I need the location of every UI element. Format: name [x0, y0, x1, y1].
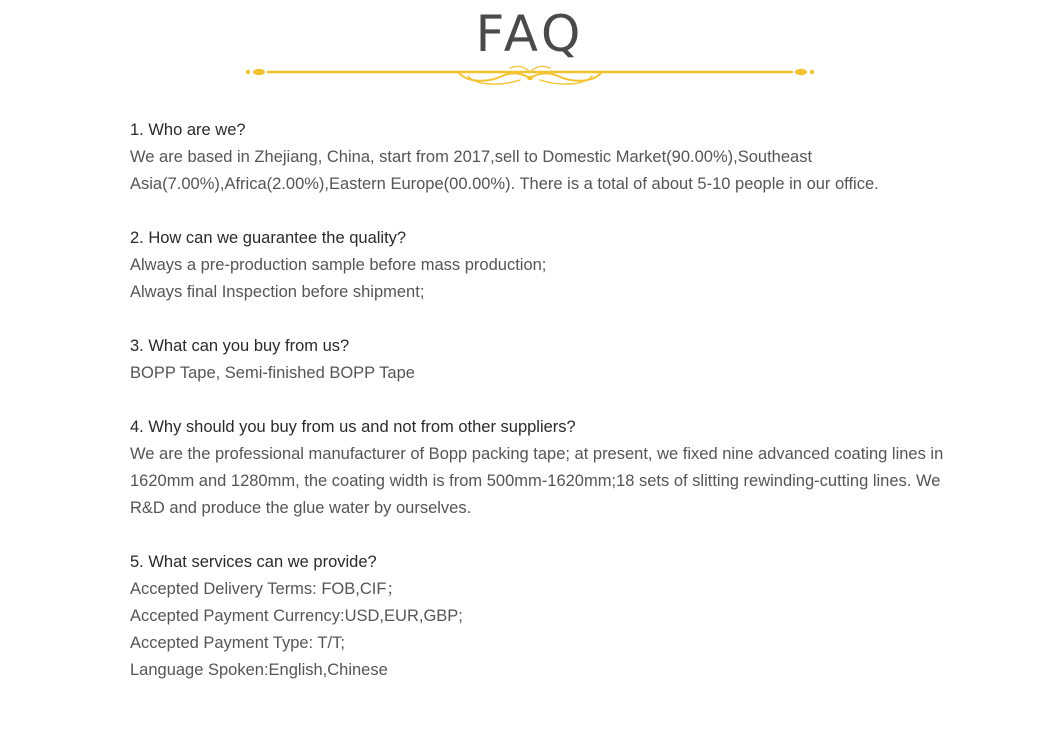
faq-answer-2-line-2: Always final Inspection before shipment;	[130, 283, 425, 301]
faq-question-5: 5. What services can we provide?	[130, 553, 377, 571]
gold-ornament-divider	[240, 62, 820, 90]
faq-answer-2-line-1: Always a pre-production sample before mass production;	[130, 256, 547, 274]
faq-question-4: 4. Why should you buy from us and not from other suppliers?	[130, 418, 576, 436]
faq-answer-1: We are based in Zhejiang, China, start from 2017,sell to Domestic Market(90.00%),Southeast Asia(7.00%),Africa(2.00%),Eastern Europe(00.00%). There is a total of about 5-10 people in our office.	[130, 148, 879, 193]
faq-question-2: 2. How can we guarantee the quality?	[130, 229, 407, 247]
faq-item-3	[130, 333, 950, 387]
faq-item-1	[130, 117, 950, 198]
faq-answer-5-line-1: Accepted Delivery Terms: FOB,CIF；	[130, 580, 403, 598]
faq-question-1: 1. Who are we?	[130, 121, 246, 139]
faq-answer-5-line-3: Accepted Payment Type: T/T;	[130, 634, 345, 652]
page-title: FAQ	[475, 5, 585, 63]
faq-answer-3: BOPP Tape, Semi-finished BOPP Tape	[130, 364, 415, 382]
faq-item-5	[130, 549, 950, 684]
faq-answer-5-line-2: Accepted Payment Currency:USD,EUR,GBP;	[130, 607, 463, 625]
faq-item-4	[130, 414, 950, 522]
faq-answer-4: We are the professional manufacturer of Bopp packing tape; at present, we fixed nine advanced coating lines in 1620mm and 1280mm, the coating width is from 500mm-1620mm;18 sets of slitting rewinding-cutting lines. We R&D and produce the glue water by ourselves.	[130, 445, 944, 517]
faq-answer-5-line-4: Language Spoken:English,Chinese	[130, 661, 388, 679]
faq-item-2	[130, 225, 950, 306]
faq-list	[130, 117, 950, 711]
faq-question-3: 3. What can you buy from us?	[130, 337, 350, 355]
